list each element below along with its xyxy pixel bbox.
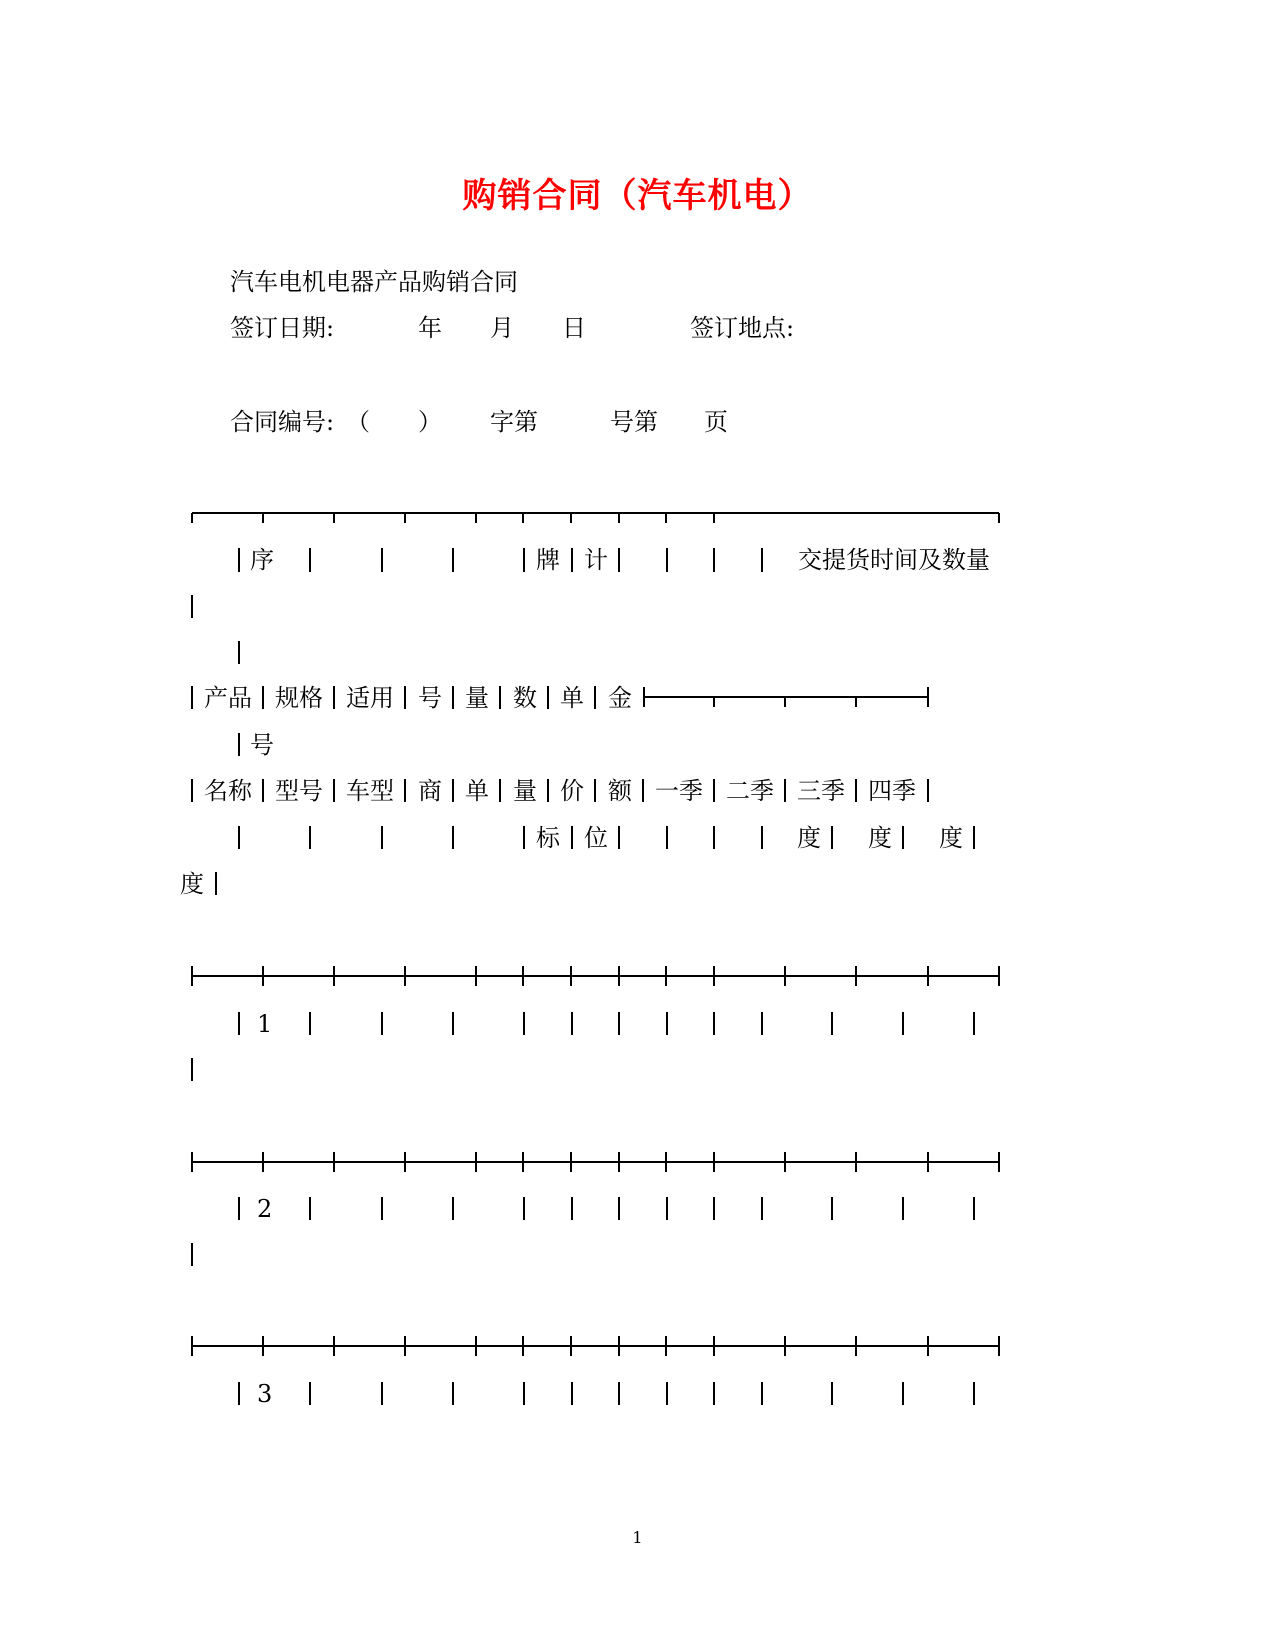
header-jia: 价 [560, 777, 584, 805]
header-hao: 号 [418, 684, 442, 712]
header-du-2: 度 [868, 824, 892, 852]
header-shu: 数 [513, 684, 537, 712]
header-q2: 二季 [726, 777, 774, 805]
header-e: 额 [608, 777, 632, 805]
header-q3: 三季 [797, 777, 845, 805]
header-du-3: 度 [939, 824, 963, 852]
contract-number-label: 合同编号: [230, 408, 335, 436]
table-row-1-number: 1 [257, 1010, 273, 1038]
month-label: 月 [490, 314, 514, 342]
hao-di-label: 号第 [610, 408, 658, 436]
sign-place-label: 签订地点: [690, 314, 795, 342]
page-number: 1 [632, 1528, 643, 1547]
header-q4: 四季 [868, 777, 916, 805]
header-du-4: 度 [180, 870, 204, 898]
paren-close: ） [418, 408, 442, 436]
row-separator-1 [192, 966, 999, 986]
header-guige: 规格 [275, 684, 323, 712]
header-jin: 金 [608, 684, 632, 712]
ye-label: 页 [704, 408, 728, 436]
day-label: 日 [562, 314, 586, 342]
zi-di-label: 字第 [490, 408, 538, 436]
header-dan-2: 单 [465, 777, 489, 805]
header-delivery: 交提货时间及数量 [798, 546, 990, 574]
contract-subtitle: 汽车电机电器产品购销合同 [230, 268, 518, 296]
header-q1: 一季 [655, 777, 703, 805]
header-dan: 单 [560, 684, 584, 712]
header-liang-2: 量 [513, 777, 537, 805]
sign-date-label: 签订日期: [230, 314, 335, 342]
header-ji: 计 [584, 546, 608, 574]
header-liang: 量 [465, 684, 489, 712]
header-biao: 标 [536, 824, 560, 852]
header-hao-2: 号 [250, 731, 274, 759]
year-label: 年 [418, 314, 442, 342]
header-shang: 商 [418, 777, 442, 805]
header-pai: 牌 [536, 546, 560, 574]
header-du-1: 度 [797, 824, 821, 852]
header-chexing: 车型 [346, 777, 394, 805]
header-shiyong: 适用 [346, 684, 394, 712]
header-xinghao: 型号 [275, 777, 323, 805]
table-row-3-number: 3 [257, 1380, 273, 1408]
header-wei: 位 [584, 824, 608, 852]
header-xu: 序 [250, 546, 274, 574]
header-mingcheng: 名称 [204, 777, 252, 805]
paren-open: （ [346, 408, 370, 436]
document-title: 购销合同（汽车机电） [462, 176, 813, 216]
header-chanpin: 产品 [204, 684, 252, 712]
table-row-2-number: 2 [257, 1195, 273, 1223]
